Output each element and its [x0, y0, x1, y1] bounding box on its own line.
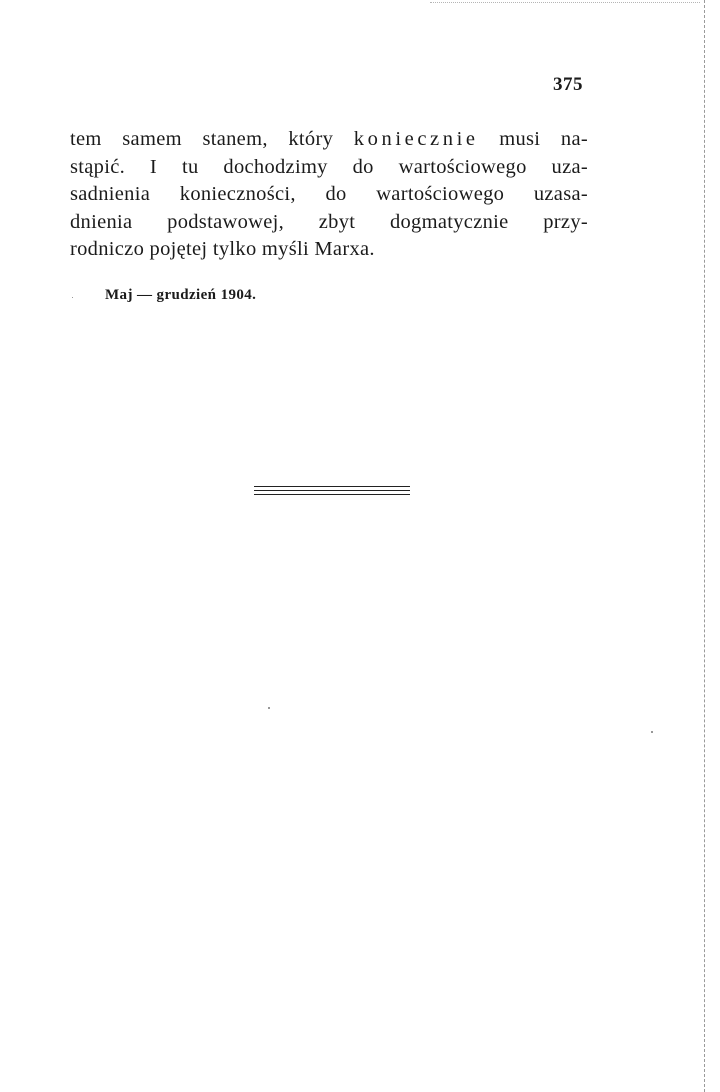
text-line: [70, 126, 588, 154]
scan-speck: [268, 707, 270, 709]
scan-speck: [651, 731, 653, 733]
text-line: dnienia podstawowej, zbyt dogmatycznie przy-: [70, 210, 588, 233]
scan-speck: [72, 297, 73, 298]
text-line: sadnienia konieczności, do wartościowego uzasa-: [70, 183, 588, 205]
rule-line: [254, 486, 410, 487]
date-signature: Maj — grudzień 1904.: [105, 287, 257, 303]
emphasized-word: koniecznie: [353, 128, 479, 150]
text-segment: musi na-: [478, 128, 588, 150]
rule-line: [254, 494, 410, 495]
rule-line: [254, 490, 410, 491]
text-line: stąpić. I tu dochodzimy do wartościowego uza-: [70, 155, 588, 178]
scan-edge-noise: [430, 2, 700, 4]
page-number: 375: [553, 74, 583, 95]
text-segment: tem samem stanem, który: [70, 128, 354, 150]
closing-double-rule: [254, 486, 410, 497]
page-edge-shadow: [704, 0, 707, 1092]
body-paragraph: [70, 126, 588, 264]
text-line: rodniczo pojętej tylko myśli Marxa.: [70, 238, 375, 260]
